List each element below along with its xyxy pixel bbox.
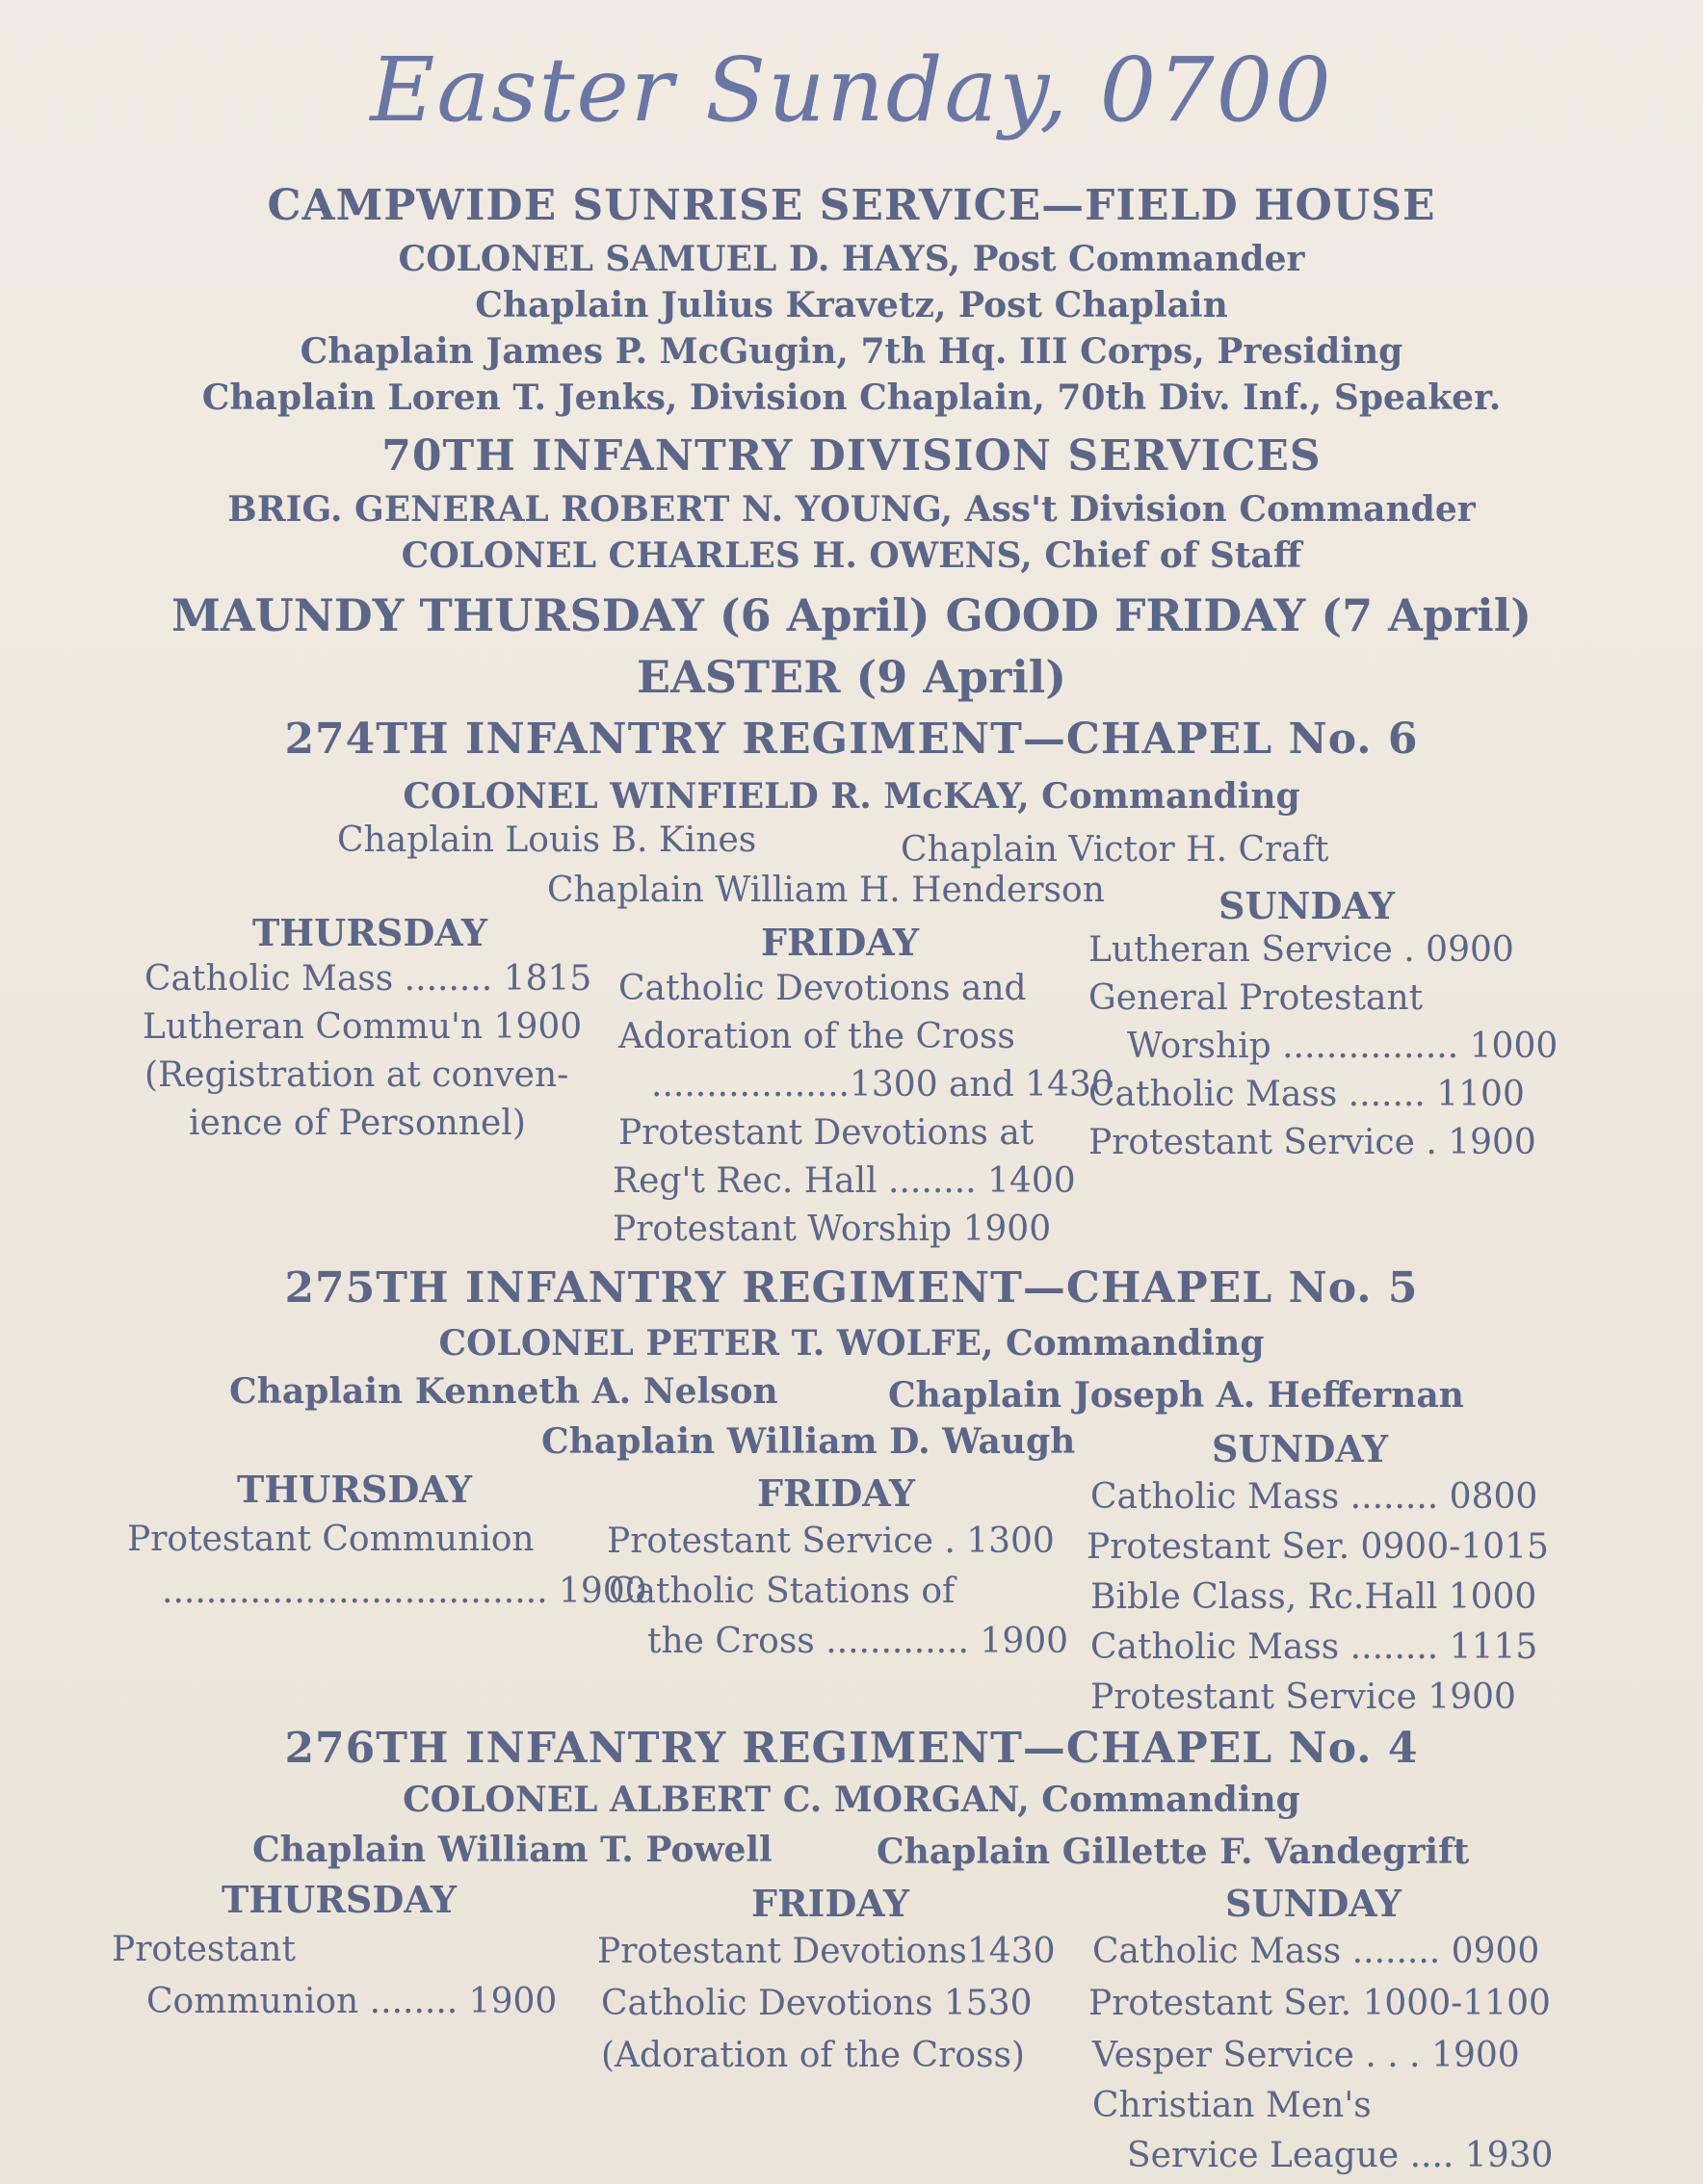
campwide-line: COLONEL SAMUEL D. HAYS, Post Commander [398,239,1305,279]
reg275-chaplain: Chaplain Joseph A. Heffernan [888,1375,1464,1416]
reg274-chaplain: Chaplain Louis B. Kines [337,820,757,860]
reg276-sunday-item: Catholic Mass ........ 0900 [1092,1932,1540,1971]
reg276-thursday-item: Protestant [112,1930,296,1969]
reg275-friday-item: Protestant Service . 1300 [607,1521,1055,1561]
reg274-friday-heading: FRIDAY [761,921,920,964]
reg276-sunday-item: Vesper Service . . . 1900 [1092,2036,1520,2075]
reg274-sunday-item: Catholic Mass ....... 1100 [1088,1075,1525,1114]
campwide-heading: CAMPWIDE SUNRISE SERVICE—FIELD HOUSE [267,181,1436,230]
reg274-commander: COLONEL WINFIELD R. McKAY, Commanding [403,776,1300,817]
reg274-thursday-heading: THURSDAY [252,911,488,954]
reg274-friday-item: Reg't Rec. Hall ........ 1400 [613,1161,1076,1201]
campwide-line: Chaplain Julius Kravetz, Post Chaplain [475,285,1228,325]
reg275-friday-item: the Cross ............. 1900 [647,1622,1069,1661]
reg275-sunday-item: Catholic Mass ........ 0800 [1090,1477,1538,1517]
reg276-friday-item: Protestant Devotions1430 [597,1932,1056,1971]
campwide-line: Chaplain James P. McGugin, 7th Hq. III Corps, Presiding [300,331,1403,372]
reg276-chaplain: Chaplain William T. Powell [252,1830,773,1870]
division-heading: 70TH INFANTRY DIVISION SERVICES [381,431,1322,481]
reg275-sunday-item: Catholic Mass ........ 1115 [1090,1627,1538,1667]
reg276-thursday-heading: THURSDAY [222,1878,458,1921]
reg275-sunday-item: Protestant Service 1900 [1090,1677,1516,1717]
reg274-sunday-item: Protestant Service . 1900 [1088,1123,1536,1162]
reg274-chaplain: Chaplain William H. Henderson [547,871,1105,910]
reg275-thursday-item: Protestant Communion [127,1520,535,1559]
reg276-commander: COLONEL ALBERT C. MORGAN, Commanding [403,1780,1300,1820]
reg274-thursday-item: Catholic Mass ........ 1815 [144,959,592,999]
reg276-chaplain: Chaplain Gillette F. Vandegrift [877,1832,1470,1872]
reg275-thursday-heading: THURSDAY [237,1468,473,1511]
reg274-thursday-item: (Registration at conven- [144,1055,569,1095]
page-title: Easter Sunday, 0700 [370,39,1333,142]
reg274-friday-item: Protestant Devotions at [618,1113,1035,1153]
reg274-sunday-item: General Protestant [1088,978,1424,1018]
reg275-commander: COLONEL PETER T. WOLFE, Commanding [438,1323,1265,1364]
reg275-friday-heading: FRIDAY [757,1471,916,1515]
reg275-sunday-item: Protestant Ser. 0900-1015 [1087,1527,1549,1567]
reg274-thursday-item: ience of Personnel) [189,1104,526,1143]
reg276-sunday-item: Protestant Ser. 1000-1100 [1088,1984,1551,2023]
reg275-heading: 275TH INFANTRY REGIMENT—CHAPEL No. 5 [284,1263,1419,1313]
reg276-heading: 276TH INFANTRY REGIMENT—CHAPEL No. 4 [284,1724,1419,1773]
reg276-sunday-item: Christian Men's [1092,2086,1372,2125]
holy-days-line: EASTER (9 April) [636,651,1067,703]
reg274-friday-item: Protestant Worship 1900 [613,1209,1052,1249]
reg274-thursday-item: Lutheran Commu'n 1900 [143,1007,583,1047]
reg274-friday-item: ..................1300 and 1430 [651,1065,1114,1105]
reg276-friday-item: (Adoration of the Cross) [601,2036,1025,2075]
reg275-sunday-heading: SUNDAY [1212,1427,1388,1470]
division-line: BRIG. GENERAL ROBERT N. YOUNG, Ass't Division Commander [227,489,1476,530]
reg275-chaplain: Chaplain William D. Waugh [541,1421,1076,1462]
reg276-sunday-heading: SUNDAY [1225,1882,1402,1925]
holy-days-line: MAUNDY THURSDAY (6 April) GOOD FRIDAY (7 April) [171,589,1532,641]
reg275-chaplain: Chaplain Kenneth A. Nelson [229,1371,778,1412]
reg274-sunday-item: Worship ................ 1000 [1127,1027,1559,1066]
reg274-friday-item: Adoration of the Cross [618,1017,1015,1056]
campwide-line: Chaplain Loren T. Jenks, Division Chaplain, 70th Div. Inf., Speaker. [201,377,1502,418]
reg276-friday-item: Catholic Devotions 1530 [601,1984,1033,2023]
division-line: COLONEL CHARLES H. OWENS, Chief of Staff [401,535,1302,576]
reg276-thursday-item: Communion ........ 1900 [146,1982,558,2021]
reg274-sunday-heading: SUNDAY [1218,884,1395,927]
reg276-friday-heading: FRIDAY [751,1882,910,1925]
reg274-heading: 274TH INFANTRY REGIMENT—CHAPEL No. 6 [284,715,1419,764]
reg275-sunday-item: Bible Class, Rc.Hall 1000 [1090,1577,1537,1617]
reg276-sunday-item: Service League .... 1930 [1127,2136,1554,2175]
reg275-friday-item: Catholic Stations of [609,1572,956,1611]
reg274-friday-item: Catholic Devotions and [618,969,1027,1008]
reg274-sunday-item: Lutheran Service . 0900 [1088,930,1514,970]
reg274-chaplain: Chaplain Victor H. Craft [901,830,1329,870]
reg275-thursday-item: ................................... 1900 [162,1572,647,1611]
